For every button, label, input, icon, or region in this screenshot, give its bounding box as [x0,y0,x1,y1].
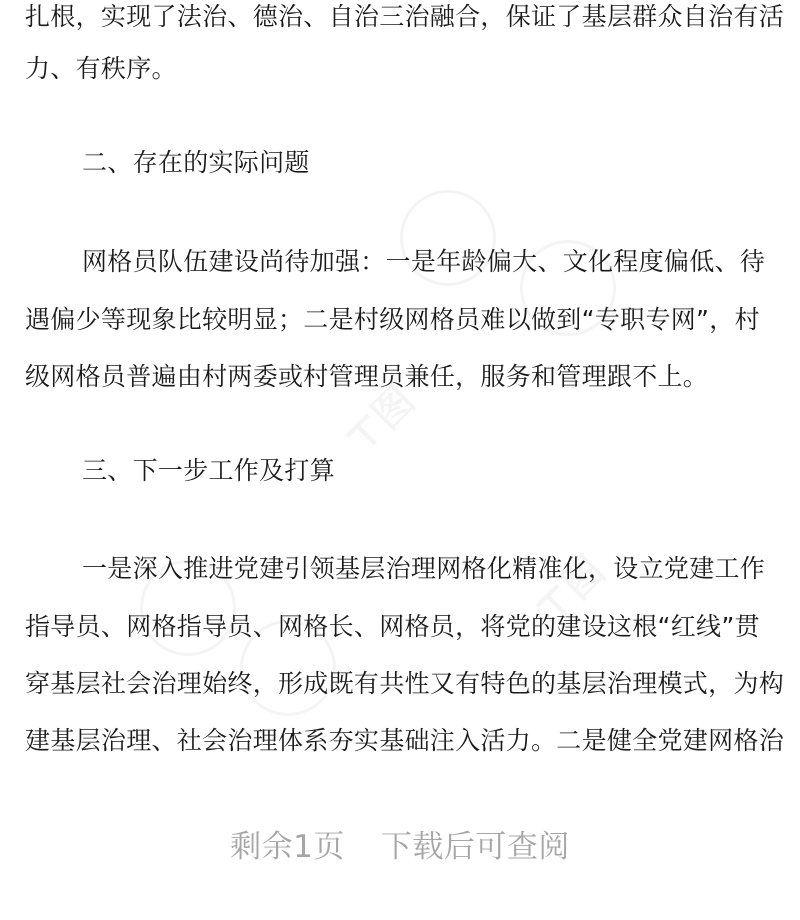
paragraph-line: 扎根，实现了法治、德治、自治三治融合，保证了基层群众自治有活 [25,2,785,31]
paragraph-line: 一是深入推进党建引领基层治理网格化精准化，设立党建工作 [82,554,766,583]
download-hint-label: 下载后可查阅 [380,828,570,865]
paragraph-line: 级网格员普遍由村两委或村管理员兼任，服务和管理跟不上。 [25,362,709,391]
paragraph-line: 建基层治理、社会治理体系夯实基础注入活力。二是健全党建网格治 [25,726,785,755]
section-heading: 二、存在的实际问题 [82,148,310,177]
remaining-pages-label: 剩余1页 [230,828,345,865]
paragraph-line: 力、有秩序。 [25,54,177,83]
section-heading: 三、下一步工作及打算 [82,456,336,485]
paragraph-line: 遇偏少等现象比较明显；二是村级网格员难以做到“专职专网”，村 [25,305,760,334]
paragraph-line: 网格员队伍建设尚待加强：一是年龄偏大、文化程度偏低、待 [82,247,766,276]
paragraph-line: 指导员、网格指导员、网格长、网格员，将党的建设这根“红线”贯 [25,612,760,641]
download-prompt[interactable] [0,818,800,868]
paragraph-line: 穿基层社会治理始终，形成既有共性又有特色的基层治理模式，为构 [25,669,785,698]
watermark-seal [380,170,516,306]
